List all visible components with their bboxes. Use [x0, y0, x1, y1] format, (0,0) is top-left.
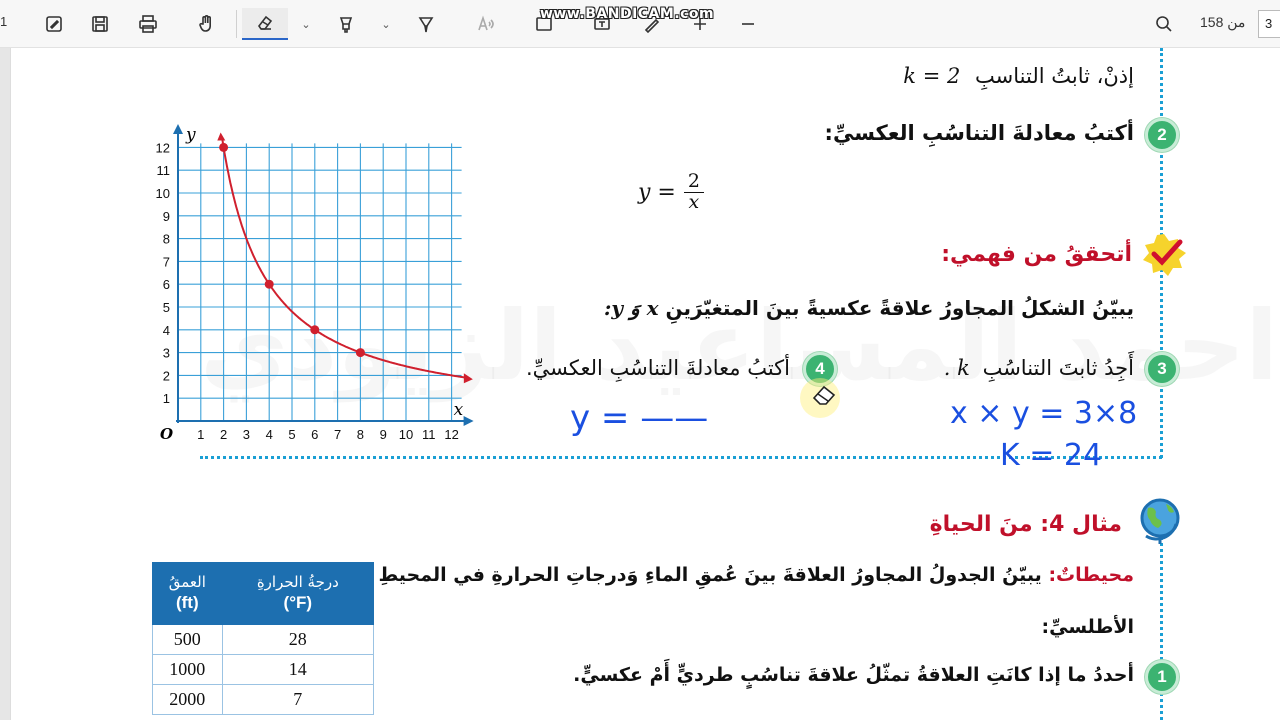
- oceans-label: محيطاتٌ:: [1048, 564, 1134, 586]
- origin-label: O: [160, 425, 174, 443]
- left-edge-label: 1: [0, 14, 8, 29]
- temp-cell: 7: [222, 685, 373, 715]
- x-axis-arrow: [464, 416, 474, 426]
- x-tick-label: 6: [311, 427, 319, 442]
- highlighter-icon[interactable]: [330, 8, 362, 40]
- check-description-text: يبيّنُ الشكلُ المجاورُ علاقةً عكسيةً بينَ المتغيّرَينِ: [665, 296, 1134, 320]
- x-tick-label: 7: [333, 427, 342, 442]
- hand-tool-icon[interactable]: [190, 8, 222, 40]
- constant-k-line: [903, 64, 1134, 88]
- item-number-badge: 3: [1145, 352, 1179, 386]
- depth-cell: 1000: [153, 655, 223, 685]
- y-tick-label: 3: [162, 345, 170, 361]
- data-point: [265, 280, 274, 289]
- x-tick-label: 12: [444, 427, 459, 442]
- handwriting-work-line2: K = 24: [1000, 438, 1103, 473]
- equation-lhs: y =: [638, 179, 676, 205]
- checkmark-badge-icon: [1140, 232, 1188, 282]
- item-1-text: أحددُ ما إذا كانَتِ العلاقةُ تمثّلُ علاقةَ تناسُبٍ طرديٍّ أَمْ عكسيٍّ.: [573, 664, 1134, 686]
- inverse-curve: [223, 140, 469, 378]
- eraser-icon[interactable]: [242, 8, 288, 40]
- eraser-cursor-icon: [800, 378, 840, 418]
- check-description: [604, 296, 1134, 320]
- handwriting-work-line1: x × y = 3×8: [950, 396, 1138, 431]
- item-2-text: أكتبُ معادلةَ التناسُبِ العكسيِّ:: [824, 121, 1134, 145]
- pen-icon[interactable]: [410, 8, 442, 40]
- check-variables: x وَ y:: [604, 296, 659, 320]
- temp-cell: 28: [222, 625, 373, 655]
- x-axis-label: x: [453, 400, 464, 420]
- equation-inverse: [638, 172, 704, 213]
- data-point: [219, 143, 228, 152]
- inverse-variation-graph: [150, 124, 480, 454]
- oceans-description-cont: الأطلسيِّ:: [1041, 616, 1134, 638]
- print-icon[interactable]: [132, 8, 164, 40]
- data-point: [310, 325, 319, 334]
- item-3-line: [944, 356, 1134, 380]
- item-4-text: أكتبُ معادلةَ التناسُبِ العكسيِّ.: [526, 356, 790, 380]
- constant-k-text: إذنْ، ثابتُ التناسبِ: [975, 64, 1134, 88]
- oceans-line: [378, 564, 1134, 586]
- page-number-input[interactable]: 3: [1258, 10, 1280, 38]
- read-aloud-icon[interactable]: [470, 8, 502, 40]
- item-3-variable: k .: [943, 356, 970, 380]
- x-tick-label: 9: [379, 427, 387, 442]
- x-tick-label: 1: [197, 427, 205, 442]
- x-tick-label: 5: [288, 427, 296, 442]
- check-understanding-title: أتحققُ من فهمي:: [941, 242, 1132, 267]
- y-tick-label: 11: [156, 163, 170, 179]
- item-number-badge: 2: [1145, 118, 1179, 152]
- x-tick-label: 10: [398, 427, 414, 442]
- y-axis-label: y: [186, 125, 196, 145]
- equation-denominator: x: [688, 190, 700, 213]
- data-point: [356, 348, 365, 357]
- minimize-icon[interactable]: [732, 8, 764, 40]
- table-row: [153, 655, 374, 685]
- y-axis-arrow: [173, 124, 183, 134]
- item-number-badge: 4: [803, 352, 837, 386]
- y-tick-label: 4: [162, 322, 170, 338]
- depth-cell: 2000: [153, 685, 223, 715]
- x-tick-label: 8: [356, 427, 365, 442]
- x-tick-label: 4: [265, 427, 273, 442]
- header-temp-label: درجةُ الحرارةِ: [256, 572, 339, 591]
- page-total-label: من 158: [1200, 14, 1246, 30]
- header-depth-label: العمقُ: [168, 572, 206, 591]
- y-tick-label: 8: [162, 231, 170, 247]
- globe-icon: [1136, 494, 1188, 550]
- header-temp-unit: (°F): [283, 593, 313, 613]
- y-tick-label: 12: [155, 140, 170, 156]
- item-number-badge: 1: [1145, 660, 1179, 694]
- y-tick-label: 6: [162, 277, 170, 293]
- table-row: [153, 625, 374, 655]
- depth-temperature-table: [152, 562, 374, 715]
- temp-cell: 14: [222, 655, 373, 685]
- equation-numerator: 2: [687, 170, 700, 192]
- search-icon[interactable]: [1148, 8, 1180, 40]
- table-header-temperature: [222, 563, 373, 625]
- example-4-title: مثال 4: منَ الحياةِ: [929, 512, 1122, 537]
- highlighter-options-chevron-down-icon[interactable]: ⌄: [381, 17, 391, 31]
- toolbar-separator: [236, 10, 237, 38]
- y-tick-label: 10: [155, 186, 170, 201]
- bandicam-watermark: www.BANDICAM.com: [540, 6, 715, 22]
- handwriting-answer-left: y = ——: [570, 398, 709, 438]
- x-tick-label: 3: [242, 427, 251, 442]
- save-icon[interactable]: [84, 8, 116, 40]
- edit-text-icon[interactable]: [38, 8, 70, 40]
- y-tick-label: 5: [162, 300, 170, 315]
- table-row: [153, 685, 374, 715]
- y-tick-label: 1: [162, 391, 170, 407]
- oceans-description: يبيّنُ الجدولُ المجاورُ العلاقةَ بينَ عُمقِ الماءِ وَدرجاتِ الحرارةِ في المحيطِ: [378, 564, 1042, 586]
- item-3-text: أَجِدُ ثابتَ التناسُبِ: [982, 356, 1134, 380]
- pdf-toolbar: [0, 0, 1280, 48]
- y-tick-label: 7: [162, 254, 170, 270]
- x-tick-label: 2: [219, 427, 228, 442]
- page-left-margin: [0, 48, 10, 720]
- y-tick-label: 2: [162, 368, 170, 384]
- eraser-options-chevron-down-icon[interactable]: ⌄: [301, 17, 311, 31]
- y-tick-label: 9: [162, 208, 170, 224]
- depth-cell: 500: [153, 625, 223, 655]
- x-tick-label: 11: [422, 427, 436, 442]
- graph-grid: [173, 124, 474, 426]
- header-depth-unit: (ft): [175, 593, 199, 613]
- table-header-depth: [153, 563, 223, 625]
- curve-arrow-top: [217, 133, 225, 141]
- constant-k-math: k = 2: [903, 64, 961, 88]
